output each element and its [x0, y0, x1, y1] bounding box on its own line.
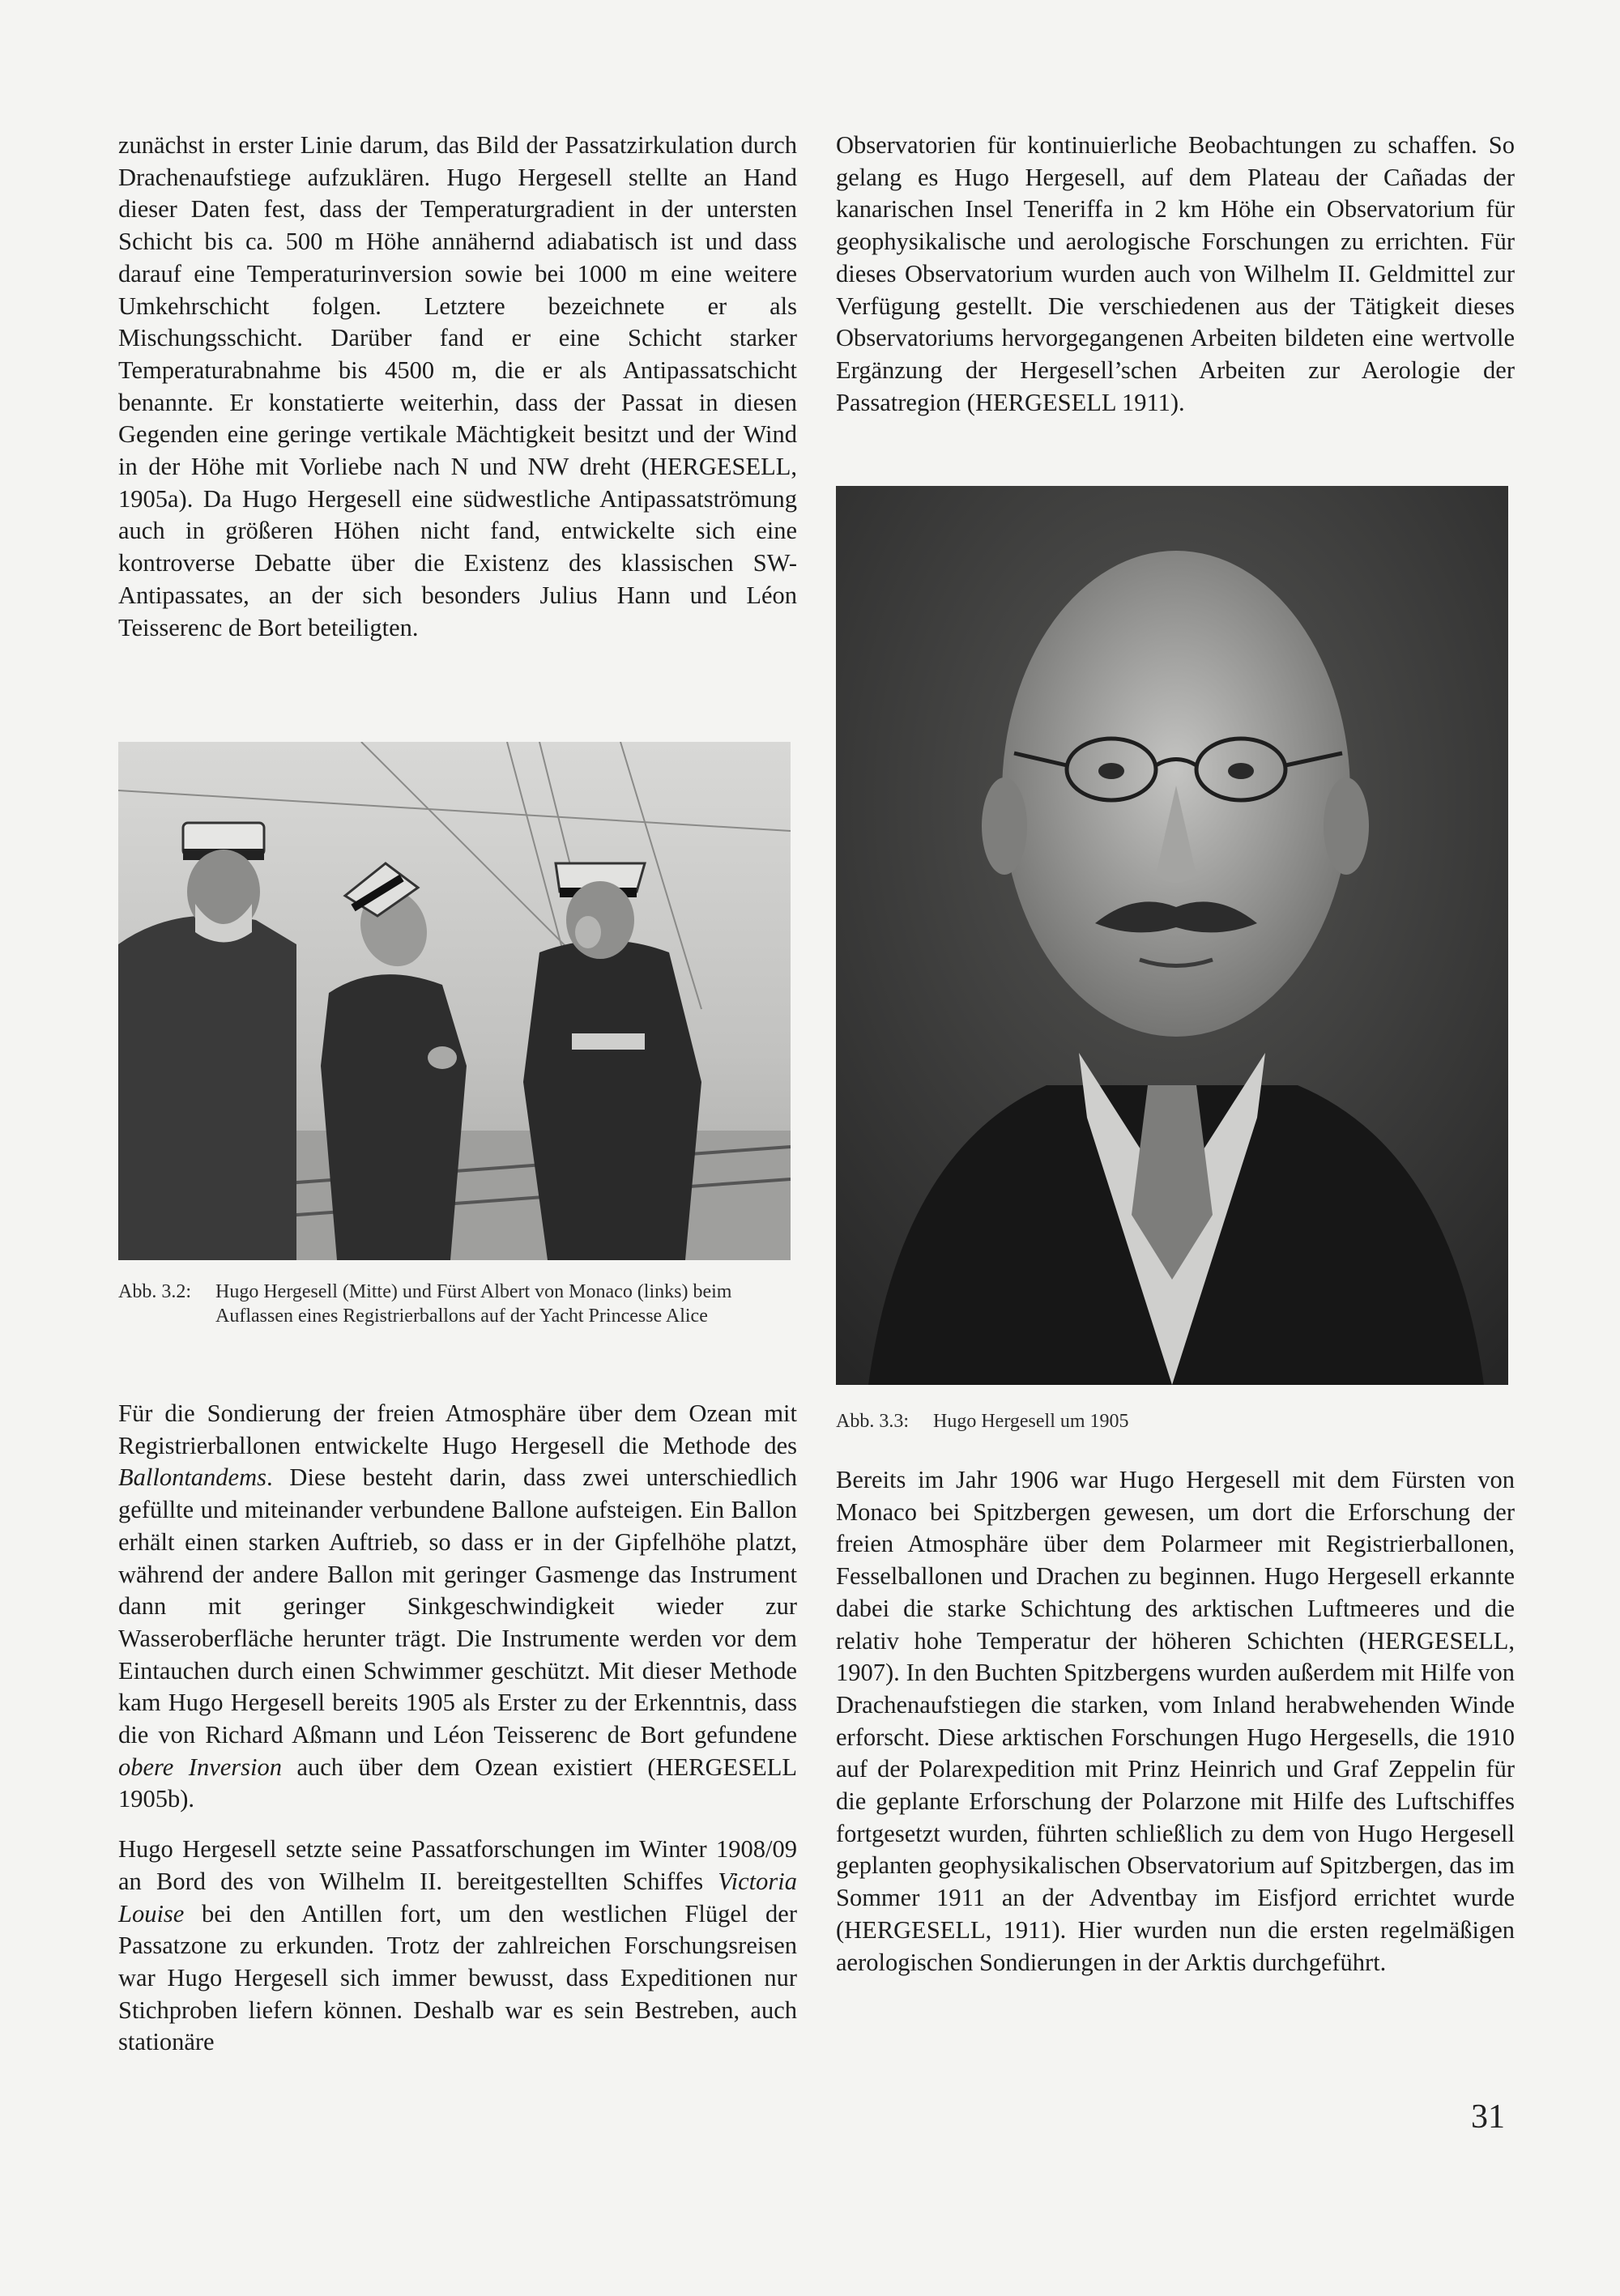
page-number: 31 — [1471, 2098, 1505, 2136]
paragraph-ballontandem — [118, 1398, 797, 1816]
text-span: auch über dem Ozean existiert (HERGESELL 1905b). — [118, 1753, 797, 1813]
left-column-bottom — [118, 1398, 797, 2059]
figure-caption-3-3 — [836, 1409, 1515, 1433]
emphasis-ballontandems: Ballontandems — [118, 1463, 266, 1492]
paragraph-passatforschungen — [118, 1834, 797, 2059]
right-column-bottom — [836, 1464, 1515, 1979]
paragraph-observatorien: Observatorien für kontinuierliche Beobachtungen zu schaffen. So gelang es Hugo Hergesell, auf dem Plateau der Cañadas der kanarischen Insel Teneriffa in 2 km Höhe ein Observatorium für geophysikalische und aerologische Forschungen zu errichten. Für dieses Observatorium wurden auch von Wilhelm II. Geldmittel zur Verfügung gestellt. Die verschiedenen aus der Tätigkeit dieses Observatoriums hervorgegangenen Arbeiten bildeten eine wertvolle Ergänzung der Hergesell’schen Arbeiten zur Aerologie der Passatregion (HERGESELL 1911). — [836, 131, 1515, 416]
text-span: Hugo Hergesell setzte seine Passatforschungen im Winter 1908/09 an Bord des von Wilhelm II. bereitgestellten Schiffes — [118, 1835, 797, 1895]
emphasis-victoria-louise: Victoria Louise — [118, 1867, 797, 1928]
right-column-top — [836, 130, 1515, 419]
figure-caption-text: Hugo Hergesell um 1905 — [933, 1411, 1129, 1432]
portrait-hergesell — [836, 486, 1508, 1385]
emphasis-obere-inversion: obere Inversion — [118, 1753, 282, 1781]
photo-ship-deck — [118, 742, 791, 1260]
figure-caption-text: Hugo Hergesell (Mitte) und Fürst Albert von Monaco (links) beim Auflassen eines Registrierballons auf der Yacht Princesse Alice — [215, 1281, 732, 1327]
text-span: . Diese besteht darin, dass zwei unterschiedlich gefüllte und miteinander verbundene Ballone aufsteigen. Ein Ballon erhält einen starken Auftrieb, so dass er in der Gipfelhöhe platzt, während der andere Ballon mit geringer Gasmenge das Instrument dann mit geringer Sinkgeschwindigkeit wieder zur Wasseroberfläche herunter trägt. Die Instrumente werden vor dem Eintauchen durch einen Schwimmer geschützt. Mit dieser Methode kam Hugo Hergesell bereits 1905 als Erster zu der Erkenntnis, dass die von Richard Aßmann und Léon Teisserenc de Bort gefundene — [118, 1463, 797, 1749]
paragraph-spitzbergen: Bereits im Jahr 1906 war Hugo Hergesell mit dem Fürsten von Monaco bei Spitzbergen gewesen, um dort die Erforschung der freien Atmosphäre über dem Polarmeer mit Registrierballonen, Fesselballonen und Drachen zu beginnen. Hugo Hergesell erkannte dabei die starke Schichtung des arktischen Luftmeeres und die relativ hohe Temperatur der höheren Schichten (HERGESELL, 1907). In den Buchten Spitzbergens wurden außerdem mit Hilfe von Drachenaufstiegen die starken, vom Inland herabwehenden Winde erforscht. Diese arktischen Forschungen Hugo Hergesells, die 1910 auf der Polarexpedition mit Prinz Heinrich und Graf Zeppelin für die geplante Erforschung der Polarzone mit Hilfe des Luftschiffes fortgesetzt wurden, führten schließlich zu dem von Hugo Hergesell geplanten geophysikalischen Observatorium auf Spitzbergen, das im Sommer 1911 an der Adventbay im Eisfjord errichtet wurde (HERGESELL, 1911). Hier wurden nun die ersten regelmäßigen aerologischen Sondierungen in der Arktis durchgeführt. — [836, 1466, 1515, 1976]
text-span: Für die Sondierung der freien Atmosphäre über dem Ozean mit Registrierballonen entwickelte Hugo Hergesell die Methode des — [118, 1399, 797, 1459]
left-column-top — [118, 130, 797, 644]
paragraph-passatzirkulation: zunächst in erster Linie darum, das Bild der Passatzirkulation durch Drachenaufstiege aufzuklären. Hugo Hergesell stellte an Hand dieser Daten fest, dass der Temperaturgradient in der untersten Schicht bis ca. 500 m Höhe annähernd adiabatisch ist und dass darauf eine Temperaturinversion sowie bei 1000 m eine weitere Umkehrschicht folgen. Letztere bezeichnete er als Mischungsschicht. Darüber fand er eine Schicht starker Temperaturabnahme bis 4500 m, die er als Antipassatschicht benannte. Er konstatierte weiterhin, dass der Passat in diesen Gegenden eine geringe vertikale Mächtigkeit besitzt und der Wind in der Höhe mit Vorliebe nach N und NW dreht (HERGESELL, 1905a). Da Hugo Hergesell eine südwestliche Antipassatströmung auch in größeren Höhen nicht fand, entwickelte sich eine kontroverse Debatte über die Existenz des klassischen SW-Antipassates, an der sich besonders Julius Hann und Léon Teisserenc de Bort beteiligten. — [118, 131, 797, 641]
figure-label: Abb. 3.3: — [836, 1411, 909, 1432]
figure-caption-3-2 — [118, 1280, 797, 1328]
text-span: bei den Antillen fort, um den westlichen Flügel der Passatzone zu erkunden. Trotz der zahlreichen Forschungsreisen war Hugo Hergesell sich immer bewusst, dass Expeditionen nur Stichproben liefern können. Deshalb war es sein Bestreben, auch stationäre — [118, 1899, 797, 2056]
figure-label: Abb. 3.2: — [118, 1281, 191, 1302]
